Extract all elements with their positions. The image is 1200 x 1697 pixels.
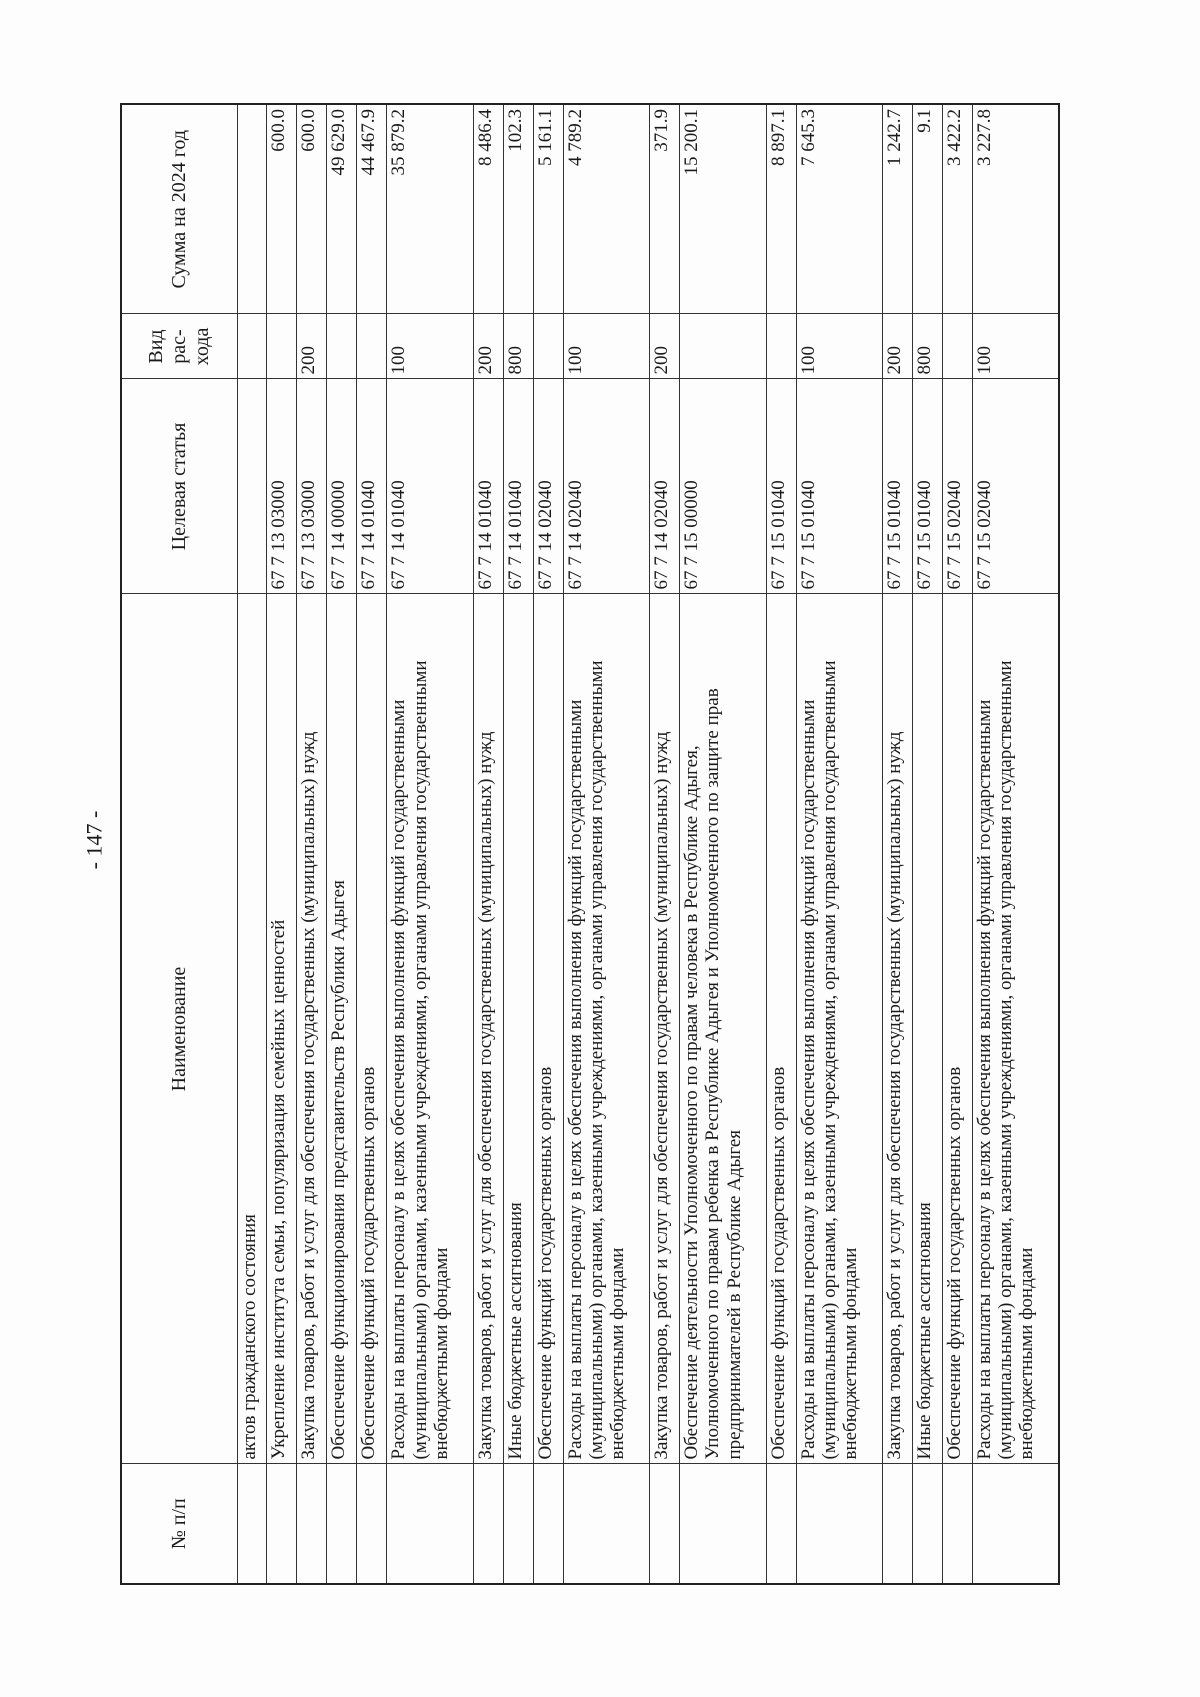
table-header-row [121, 104, 237, 1584]
page-number-text: - 147 - [81, 810, 106, 870]
cell-code: 67 7 15 00000 [680, 379, 766, 594]
cell-name: Расходы на выплаты персоналу в целях обеспечения выполнения функций государственными (муниципальными) органами, казенными учреждениями, органами управления государственными внебюджетными фондами [563, 594, 649, 1464]
cell-type [942, 314, 972, 379]
cell-no [883, 1464, 913, 1584]
cell-sum: 1 242.7 [883, 104, 913, 314]
table-row [766, 104, 796, 1584]
cell-name: Иные бюджетные ассигнования [503, 594, 533, 1464]
header-name: Наименование [121, 594, 237, 1464]
table-row [680, 104, 766, 1584]
table-row [473, 104, 503, 1584]
table-row [650, 104, 680, 1584]
cell-sum: 8 486.4 [473, 104, 503, 314]
cell-name: актов гражданского состояния [237, 594, 267, 1464]
header-sum: Сумма на 2024 год [121, 104, 237, 314]
cell-sum: 102.3 [503, 104, 533, 314]
cell-name: Закупка товаров, работ и услуг для обеспечения государственных (муниципальных) нужд [650, 594, 680, 1464]
cell-type [680, 314, 766, 379]
table-row [327, 104, 357, 1584]
cell-no [357, 1464, 387, 1584]
table-row [942, 104, 972, 1584]
header-code: Целевая статья [121, 379, 237, 594]
cell-name: Укрепление института семьи, популяризация семейных ценностей [267, 594, 297, 1464]
cell-no [533, 1464, 563, 1584]
cell-type: 200 [883, 314, 913, 379]
table-row [357, 104, 387, 1584]
cell-no [912, 1464, 942, 1584]
cell-no [473, 1464, 503, 1584]
cell-sum: 371.9 [650, 104, 680, 314]
page-number [74, 780, 114, 900]
cell-sum: 3 227.8 [972, 104, 1059, 314]
cell-code: 67 7 14 02040 [563, 379, 649, 594]
cell-code: 67 7 15 01040 [912, 379, 942, 594]
rotated-table-container [120, 105, 1060, 1585]
cell-name: Закупка товаров, работ и услуг для обеспечения государственных (муниципальных) нужд [473, 594, 503, 1464]
cell-code: 67 7 14 00000 [327, 379, 357, 594]
cell-no [796, 1464, 882, 1584]
cell-no [297, 1464, 327, 1584]
cell-sum: 4 789.2 [563, 104, 649, 314]
budget-table [120, 103, 1060, 1585]
cell-type: 100 [563, 314, 649, 379]
cell-code [237, 379, 267, 594]
cell-name: Закупка товаров, работ и услуг для обеспечения государственных (муниципальных) нужд [297, 594, 327, 1464]
cell-name: Расходы на выплаты персоналу в целях обеспечения выполнения функций государственными (муниципальными) органами, казенными учреждениями, органами управления государственными внебюджетными фондами [796, 594, 882, 1464]
cell-name: Закупка товаров, работ и услуг для обеспечения государственных (муниципальных) нужд [883, 594, 913, 1464]
cell-sum: 8 897.1 [766, 104, 796, 314]
table-row [796, 104, 882, 1584]
cell-sum: 600.0 [267, 104, 297, 314]
cell-type: 100 [796, 314, 882, 379]
cell-code: 67 7 13 03000 [297, 379, 327, 594]
cell-sum: 3 422.2 [942, 104, 972, 314]
cell-code: 67 7 15 02040 [972, 379, 1059, 594]
cell-name: Иные бюджетные ассигнования [912, 594, 942, 1464]
cell-no [327, 1464, 357, 1584]
cell-name: Расходы на выплаты персоналу в целях обеспечения выполнения функций государственными (муниципальными) органами, казенными учреждениями, органами управления государственными внебюджетными фондами [387, 594, 473, 1464]
cell-type: 800 [912, 314, 942, 379]
cell-no [972, 1464, 1059, 1584]
cell-name: Расходы на выплаты персоналу в целях обеспечения выполнения функций государственными (муниципальными) органами, казенными учреждениями, органами управления государственными внебюджетными фондами [972, 594, 1059, 1464]
table-row [533, 104, 563, 1584]
cell-no [563, 1464, 649, 1584]
table-row [267, 104, 297, 1584]
cell-name: Обеспечение функций государственных органов [942, 594, 972, 1464]
cell-type: 100 [387, 314, 473, 379]
table-row [883, 104, 913, 1584]
cell-code: 67 7 14 01040 [387, 379, 473, 594]
cell-code: 67 7 14 02040 [533, 379, 563, 594]
cell-type [357, 314, 387, 379]
cell-no [387, 1464, 473, 1584]
cell-type [533, 314, 563, 379]
cell-sum: 5 161.1 [533, 104, 563, 314]
cell-no [650, 1464, 680, 1584]
cell-name: Обеспечение функций государственных органов [766, 594, 796, 1464]
cell-sum: 600.0 [297, 104, 327, 314]
table-row [387, 104, 473, 1584]
cell-name: Обеспечение функций государственных органов [357, 594, 387, 1464]
cell-type: 200 [473, 314, 503, 379]
cell-no [237, 1464, 267, 1584]
cell-name: Обеспечение функционирования представительств Республики Адыгея [327, 594, 357, 1464]
cell-no [503, 1464, 533, 1584]
cell-no [267, 1464, 297, 1584]
header-no: № п/п [121, 1464, 237, 1584]
table-row [297, 104, 327, 1584]
cell-code: 67 7 15 02040 [942, 379, 972, 594]
table-row [503, 104, 533, 1584]
cell-code: 67 7 13 03000 [267, 379, 297, 594]
table-row [972, 104, 1059, 1584]
cell-sum: 44 467.9 [357, 104, 387, 314]
cell-sum: 35 879.2 [387, 104, 473, 314]
cell-sum: 7 645.3 [796, 104, 882, 314]
cell-name: Обеспечение функций государственных органов [533, 594, 563, 1464]
cell-sum: 9.1 [912, 104, 942, 314]
table-row [237, 104, 267, 1584]
cell-no [942, 1464, 972, 1584]
cell-code: 67 7 14 01040 [503, 379, 533, 594]
cell-code: 67 7 15 01040 [766, 379, 796, 594]
cell-no [766, 1464, 796, 1584]
cell-no [680, 1464, 766, 1584]
cell-code: 67 7 14 01040 [473, 379, 503, 594]
cell-code: 67 7 14 01040 [357, 379, 387, 594]
cell-type: 200 [297, 314, 327, 379]
cell-type [237, 314, 267, 379]
cell-sum: 49 629.0 [327, 104, 357, 314]
cell-type: 100 [972, 314, 1059, 379]
cell-type [327, 314, 357, 379]
header-type: Вид рас- хода [121, 314, 237, 379]
cell-name: Обеспечение деятельности Уполномоченного по правам человека в Республике Адыгея, Уполномоченного по правам ребенка в Республике Адыгея и Уполномоченного по защите прав предпринимателей в Республике Адыгея [680, 594, 766, 1464]
table-row [563, 104, 649, 1584]
cell-sum: 15 200.1 [680, 104, 766, 314]
cell-code: 67 7 15 01040 [796, 379, 882, 594]
cell-code: 67 7 15 01040 [883, 379, 913, 594]
table-row [912, 104, 942, 1584]
cell-type [267, 314, 297, 379]
cell-type: 200 [650, 314, 680, 379]
cell-code: 67 7 14 02040 [650, 379, 680, 594]
cell-type [766, 314, 796, 379]
cell-type: 800 [503, 314, 533, 379]
cell-sum [237, 104, 267, 314]
